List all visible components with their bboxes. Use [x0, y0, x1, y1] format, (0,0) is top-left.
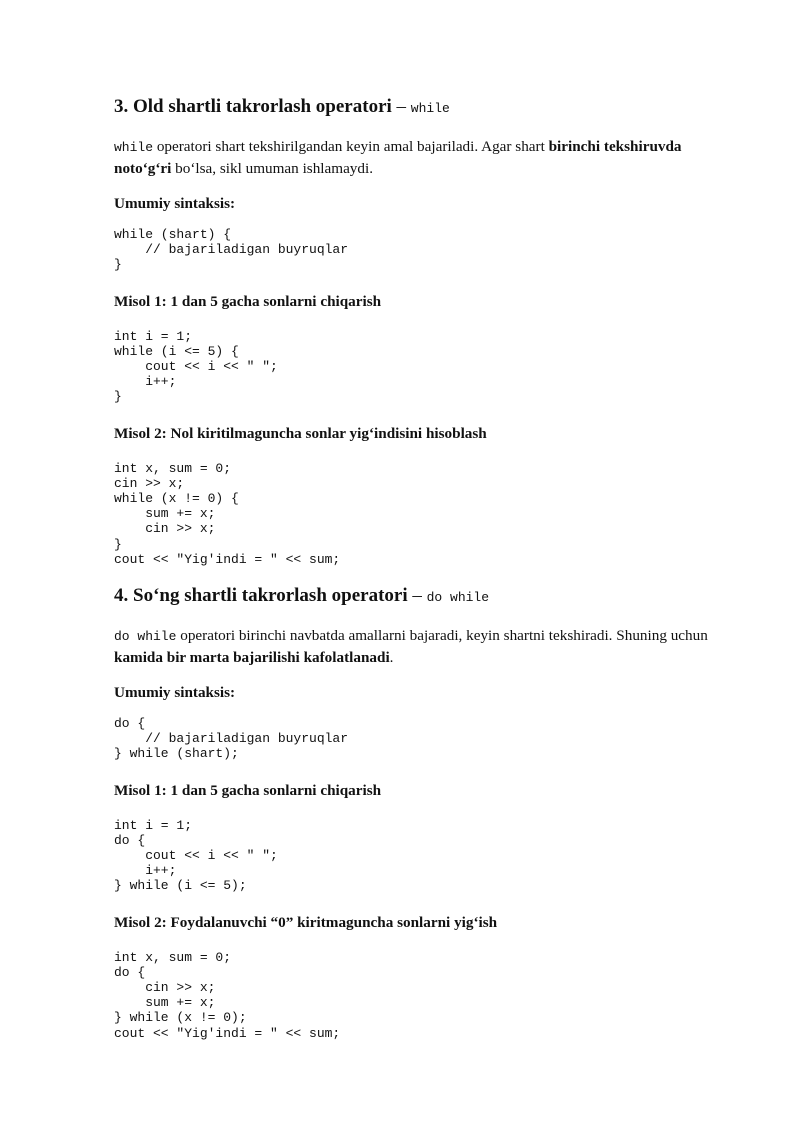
section-4-example-1-code: int i = 1; do { cout << i << " "; i++; } while (i <= 5);: [114, 817, 278, 894]
section-3-syntax-heading: Umumiy sintaksis:: [114, 195, 236, 212]
section-4-desc-bold: kamida bir marta bajarilishi kafolatlanadi: [114, 649, 390, 667]
section-3-syntax-code: while (shart) { // bajariladigan buyruqlar }: [114, 227, 349, 273]
section-3-example-2-code: int x, sum = 0; cin >> x; while (x != 0) { sum += x; cin >> x; } cout << "Yig'indi = " << sum;: [114, 460, 341, 567]
section-3-desc-bold: birinchi tekshiruvda noto‘g‘ri: [114, 138, 682, 177]
section-3-dash: –: [391, 96, 411, 117]
section-3-example-2-heading: Misol 2: Nol kiritilmaguncha sonlar yig‘indisini hisoblash: [114, 424, 487, 442]
section-4-syntax-code: do { // bajariladigan buyruqlar } while (shart);: [114, 716, 349, 762]
section-4-dash: –: [407, 585, 427, 607]
section-4-example-2-heading: Misol 2: Foydalanuvchi “0” kiritmaguncha sonlarni yig‘ish: [114, 913, 498, 931]
section-4-example-1-heading: Misol 1: 1 dan 5 gacha sonlarni chiqarish: [114, 781, 382, 799]
section-4-syntax-heading: Umumiy sintaksis:: [114, 684, 236, 702]
section-4-desc-code: do while: [114, 629, 177, 645]
section-4-description: [114, 625, 724, 668]
section-4-title: 4. So‘ng shartli takrorlash operatori: [114, 585, 408, 607]
section-3-description: [114, 136, 724, 179]
section-3-desc-text2: bo‘lsa, sikl umuman ishlamaydi.: [171, 160, 374, 177]
section-3-keyword: while: [410, 101, 450, 116]
document-page: [114, 94, 724, 1041]
section-3-desc-code: while: [114, 140, 154, 155]
section-4-heading: [114, 583, 724, 611]
section-3-heading: [114, 94, 724, 122]
section-3-title: 3. Old shartli takrorlash operatori: [114, 96, 392, 117]
section-4-desc-text2: .: [389, 649, 394, 667]
section-3-desc-text1: operatori shart tekshirilgandan keyin amal bajariladi. Agar shart: [153, 138, 549, 155]
section-3-example-1-code: int i = 1; while (i <= 5) { cout << i << " "; i++; }: [114, 328, 278, 405]
section-4-keyword: do while: [426, 590, 490, 606]
section-3-example-1-heading: Misol 1: 1 dan 5 gacha sonlarni chiqarish: [114, 292, 382, 310]
section-4-desc-text1: operatori birinchi navbatda amallarni bajaradi, keyin shartni tekshiradi. Shuning uchun: [176, 627, 708, 645]
section-4-example-2-code: int x, sum = 0; do { cin >> x; sum += x; } while (x != 0); cout << "Yig'indi = " << sum;: [114, 949, 341, 1041]
